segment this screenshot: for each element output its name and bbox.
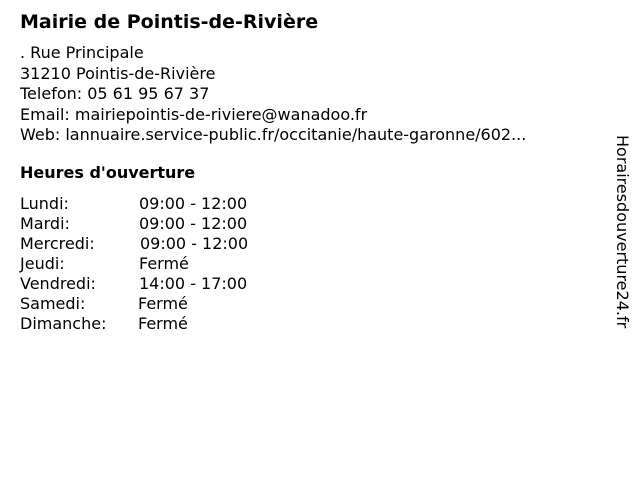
time-value: Fermé — [138, 314, 188, 333]
website-url: Web: lannuaire.service-public.fr/occitanie/haute-garonne/602... — [20, 125, 527, 144]
time-value: 14:00 - 17:00 — [139, 274, 248, 293]
day-label: Jeudi: — [20, 254, 65, 273]
time-value: 09:00 - 12:00 — [139, 194, 248, 213]
time-value: 09:00 - 12:00 — [140, 234, 249, 253]
postal-city: 31210 Pointis-de-Rivière — [20, 63, 216, 83]
day-label: Dimanche: — [20, 314, 107, 333]
address-block — [20, 43, 526, 146]
site-watermark: Horairesdouverture24.fr — [613, 135, 632, 329]
time-value: Fermé — [138, 294, 188, 313]
day-label: Vendredi: — [20, 274, 96, 293]
day-label: Mardi: — [20, 214, 70, 233]
time-value: Fermé — [139, 254, 189, 273]
day-label: Samedi: — [20, 294, 86, 313]
street-address: . Rue Principale — [20, 43, 144, 62]
email-address: Email: mairiepointis-de-riviere@wanadoo.fr — [20, 104, 368, 124]
page-title: Mairie de Pointis-de-Rivière — [20, 11, 319, 33]
hours-heading: Heures d'ouverture — [20, 163, 196, 182]
phone-number: Telefon: 05 61 95 67 37 — [20, 84, 210, 103]
day-label: Lundi: — [20, 194, 69, 213]
day-label: Mercredi: — [20, 234, 95, 253]
time-value: 09:00 - 12:00 — [139, 214, 248, 233]
